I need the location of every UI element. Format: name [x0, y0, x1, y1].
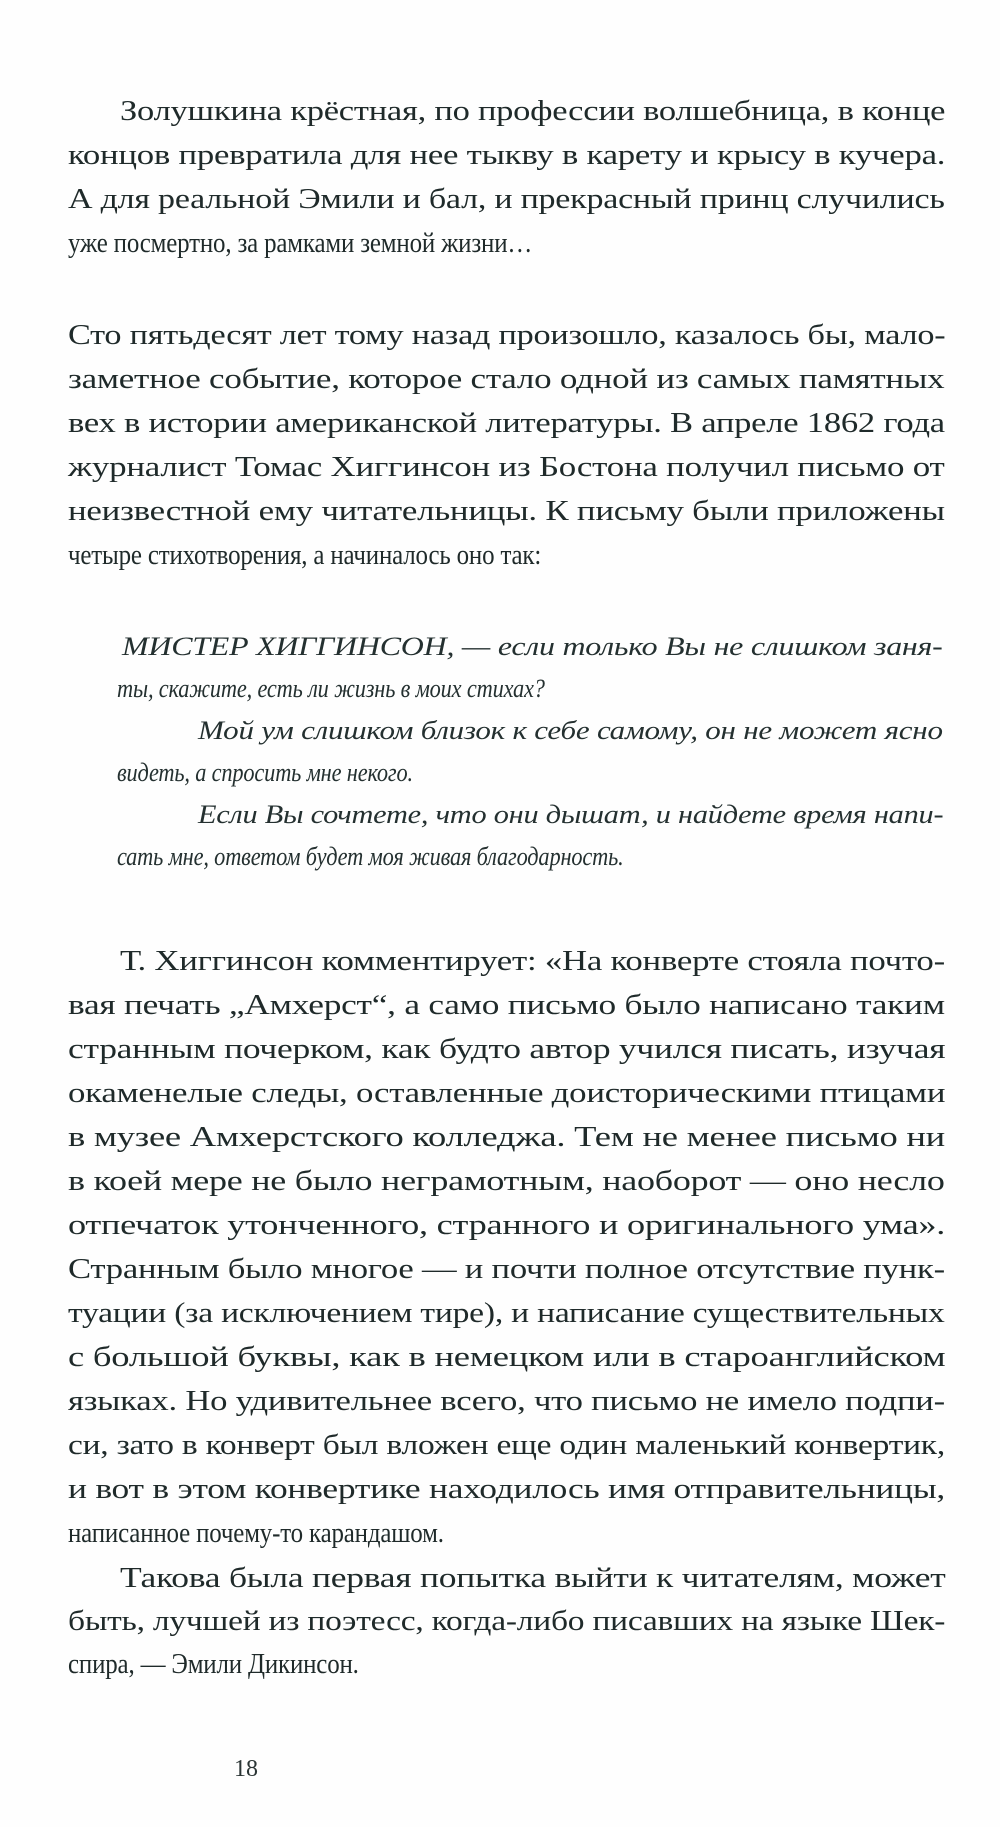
quote-line: видеть, а спросить мне некого. — [117, 757, 413, 787]
text-line: концов превратила для нее тыкву в карету и крысу в кучера. — [68, 139, 946, 172]
text-line: с большой буквы, как в немецком или в староанглийском — [68, 1341, 946, 1374]
text-line: Такова была первая попытка выйти к читателям, может — [120, 1562, 946, 1595]
text-line: окаменелые следы, оставленные доисторическими птицами — [68, 1077, 946, 1110]
quote-line: Если Вы сочтете, что они дышат, и найдете время напи- — [198, 799, 944, 829]
text-line: журналист Томас Хиггинсон из Бостона получил письмо от — [68, 451, 945, 484]
text-line: уже посмертно, за рамками земной жизни… — [68, 227, 533, 260]
text-line: си, зато в конверт был вложен еще один маленький конвертик, — [68, 1429, 945, 1462]
text-line: заметное событие, которое стало одной из самых памятных — [68, 363, 945, 396]
text-line: написанное почему-то карандашом. — [68, 1517, 444, 1550]
text-line: в коей мере не было неграмотным, наоборот — оно несло — [68, 1165, 945, 1198]
text-line: четыре стихотворения, а начиналось оно так: — [68, 539, 542, 572]
text-line: странным почерком, как будто автор учился писать, изучая — [68, 1033, 946, 1066]
quote-line: МИСТЕР ХИГГИНСОН, — если только Вы не слишком заня- — [122, 631, 943, 661]
text-line: спира, — Эмили Дикинсон. — [68, 1648, 359, 1681]
quote-line: Мой ум слишком близок к себе самому, он не может ясно — [198, 715, 943, 745]
text-line: вая печать „Амхерст“, а само письмо было написано таким — [68, 989, 945, 1022]
text-line: отпечаток утонченного, странного и оригинального ума». — [68, 1209, 946, 1242]
text-line: неизвестной ему читательницы. К письму были приложены — [68, 495, 945, 528]
text-line: Сто пятьдесят лет тому назад произошло, казалось бы, мало- — [68, 319, 946, 352]
text-line: А для реальной Эмили и бал, и прекрасный принц случились — [68, 183, 945, 216]
quote-line: сать мне, ответом будет моя живая благодарность. — [117, 841, 624, 871]
page-number: 18 — [234, 1756, 258, 1782]
text-line: в музее Амхерстского колледжа. Тем не менее письмо ни — [68, 1121, 945, 1154]
text-line: вех в истории американской литературы. В апреле 1862 года — [68, 407, 945, 440]
text-line: Т. Хиггинсон комментирует: «На конверте стояла почто- — [120, 945, 945, 978]
text-line: быть, лучшей из поэтесс, когда-либо писавших на языке Шек- — [68, 1605, 946, 1638]
text-line: Странным было многое — и почти полное отсутствие пунк- — [68, 1253, 945, 1286]
quote-line: ты, скажите, есть ли жизнь в моих стихах? — [117, 673, 545, 703]
text-line: и вот в этом конвертике находилось имя отправительницы, — [68, 1473, 946, 1506]
text-line: языках. Но удивительнее всего, что письмо не имело подпи- — [68, 1385, 945, 1418]
text-line: туации (за исключением тире), и написание существительных — [68, 1297, 945, 1330]
text-line: Золушкина крёстная, по профессии волшебница, в конце — [120, 95, 946, 128]
